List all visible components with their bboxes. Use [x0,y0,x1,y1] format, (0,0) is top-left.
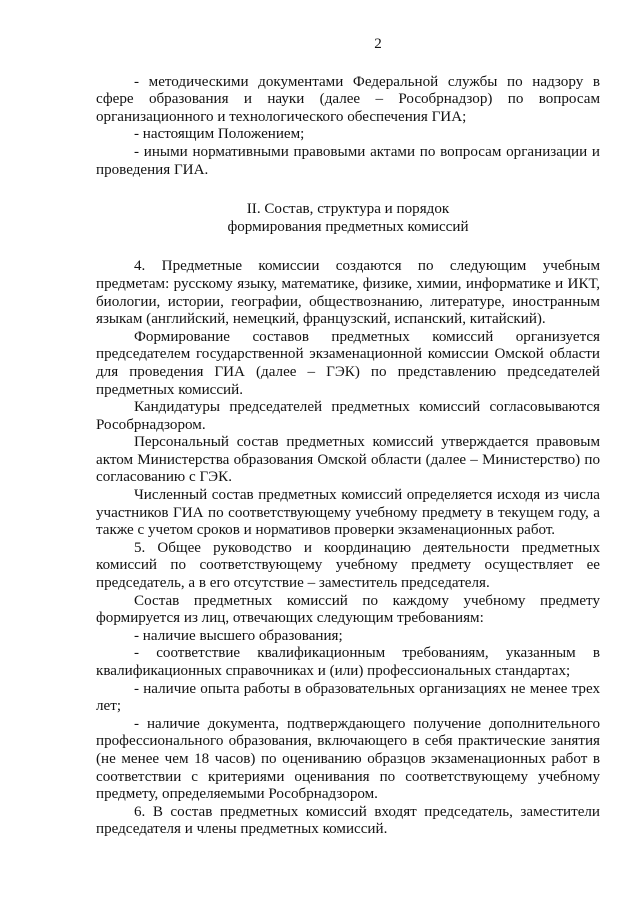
section-title [96,201,600,236]
paragraph-personal-composition: Персональный состав предметных комиссий утверждается правовым актом Министерства образования Омской области (далее – Министерство) по согласованию с ГЭК. [96,434,600,486]
paragraph-item-6: 6. В состав предметных комиссий входят председатель, заместители председателя и члены предметных комиссий. [96,803,600,838]
paragraph-experience: - наличие опыта работы в образовательных организациях не менее трех лет; [96,680,600,715]
paragraph-requirements: Состав предметных комиссий по каждому учебному предмету формируется из лиц, отвечающих следующим требованиям: [96,592,600,627]
section-title-line1: II. Состав, структура и порядок [246,201,450,218]
paragraph-formation: Формирование составов предметных комиссий организуется председателем государственной экзаменационной комиссии Омской области для проведения ГИА (далее – ГЭК) по представлению председателей предметных комиссий. [96,328,600,398]
paragraph-item-4: 4. Предметные комиссии создаются по следующим учебным предметам: русскому языку, математике, физике, химии, информатике и ИКТ, биологии, истории, географии, обществознанию, литературе, иностранным языкам (английский, немецкий, французский, испанский, китайский). [96,258,600,328]
paragraph-item-5: 5. Общее руководство и координацию деятельности предметных комиссий по соответствующему учебному предмету осуществляет ее председатель, а в его отсутствие – заместитель председателя. [96,539,600,592]
paragraph-higher-education: - наличие высшего образования; [134,627,343,644]
page-number: 2 [374,36,382,52]
paragraph-other-acts: - иными нормативными правовыми актами по вопросам организации и проведения ГИА. [96,143,600,178]
paragraph-qualification: - соответствие квалификационным требованиям, указанным в квалификационных справочниках и (или) профессиональных стандартах; [96,645,600,679]
paragraph-numerical-composition: Численный состав предметных комиссий определяется исходя из числа участников ГИА по соответствующему учебному предмету в текущем году, а также с учетом сроков и нормативов проверки экзаменационных работ. [96,487,600,539]
paragraph-methodical-docs: - методическими документами Федеральной службы по надзору в сфере образования и науки (далее – Рособрнадзор) по вопросам организационного и технологического обеспечения ГИА; [96,73,600,125]
paragraph-this-regulation: - настоящим Положением; [134,126,305,143]
paragraph-candidates: Кандидатуры председателей предметных комиссий согласовываются Рособрнадзором. [96,399,600,433]
section-title-line2: формирования предметных комиссий [227,218,469,235]
paragraph-additional-education: - наличие документа, подтверждающего получение дополнительного профессионального образования, включающего в себя практические занятия (не менее чем 18 часов) по оцениванию образцов экзаменационных работ в соответствии с критериями оценивания по соответствующему учебному предмету, определяемыми Рособрнадзором. [96,715,600,803]
